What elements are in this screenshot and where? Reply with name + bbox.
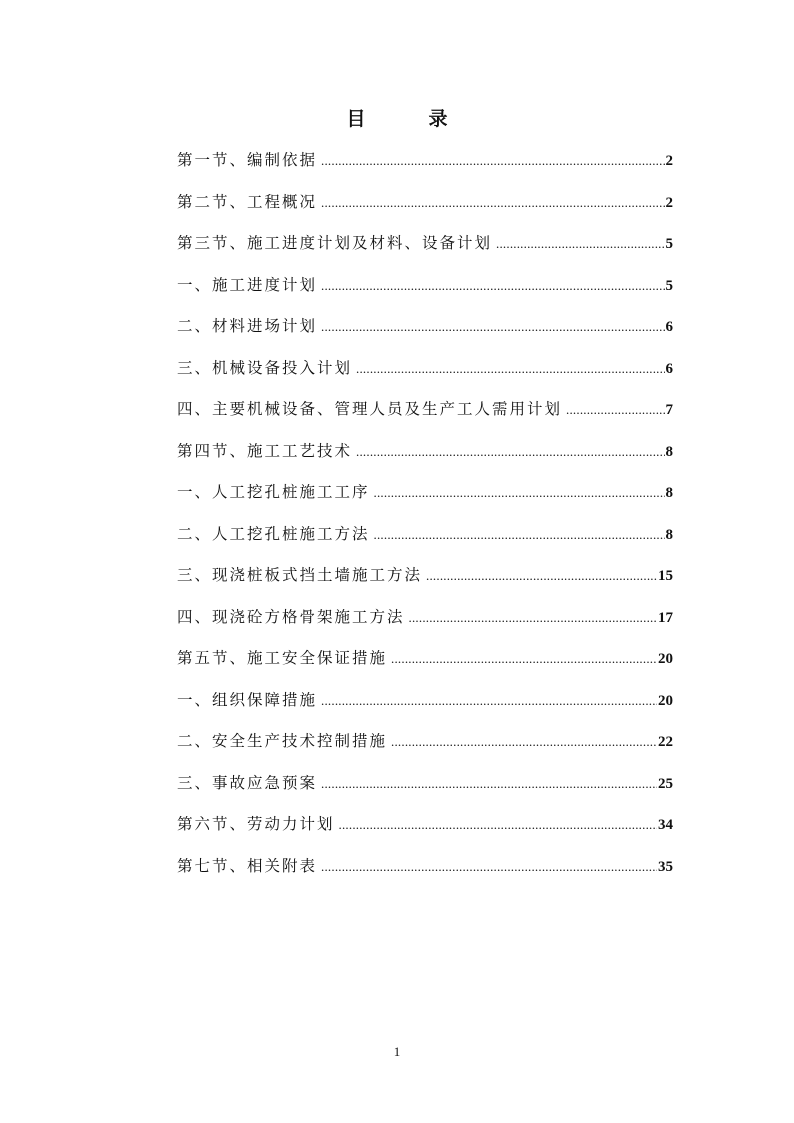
toc-entry[interactable] bbox=[177, 769, 673, 811]
toc-dot-leader bbox=[321, 770, 657, 798]
toc-entry-label: 第六节、劳动力计划 bbox=[177, 815, 335, 833]
toc-entry-label: 第一节、编制依据 bbox=[177, 151, 318, 169]
toc-entry-label: 二、材料进场计划 bbox=[177, 317, 318, 335]
toc-entry-page: 20 bbox=[658, 692, 673, 709]
toc-entry-page: 8 bbox=[665, 443, 673, 460]
toc-entry-page: 15 bbox=[658, 568, 673, 584]
toc-entry-page: 34 bbox=[658, 817, 673, 833]
toc-entry-page: 7 bbox=[665, 402, 673, 418]
toc-entry-label: 四、主要机械设备、管理人员及生产工人需用计划 bbox=[177, 400, 563, 418]
toc-dot-leader bbox=[426, 562, 657, 590]
toc-entry[interactable] bbox=[177, 561, 673, 603]
toc-title: 目 录 bbox=[346, 108, 470, 130]
toc-entry-label: 二、人工挖孔桩施工方法 bbox=[177, 524, 370, 543]
toc-entry-page: 22 bbox=[658, 734, 673, 750]
toc-entry[interactable] bbox=[177, 852, 673, 894]
toc-entry[interactable] bbox=[177, 644, 673, 686]
toc-entry-page: 2 bbox=[665, 153, 673, 169]
toc-dot-leader bbox=[496, 230, 664, 258]
toc-entry-page: 5 bbox=[665, 277, 673, 294]
toc-dot-leader bbox=[391, 728, 657, 756]
toc-dot-leader bbox=[321, 313, 664, 341]
toc-dot-leader bbox=[321, 189, 664, 217]
toc-entry-label: 第七节、相关附表 bbox=[177, 856, 318, 875]
toc-entry-page: 8 bbox=[665, 485, 673, 501]
toc-entry-label: 一、组织保障措施 bbox=[177, 690, 318, 709]
toc-entry-label: 第四节、施工工艺技术 bbox=[177, 441, 353, 460]
toc-dot-leader bbox=[339, 811, 657, 839]
page-number: 1 bbox=[393, 1044, 401, 1059]
toc-entry[interactable] bbox=[177, 354, 673, 396]
toc-entry-label: 第五节、施工安全保证措施 bbox=[177, 649, 388, 667]
toc-dot-leader bbox=[409, 604, 657, 632]
toc-entry-page: 35 bbox=[658, 858, 673, 875]
toc-entry-page: 2 bbox=[665, 194, 673, 211]
toc-dot-leader bbox=[321, 853, 657, 881]
toc-entry[interactable] bbox=[177, 727, 673, 769]
toc-entry-page: 8 bbox=[665, 526, 673, 543]
toc-entry[interactable] bbox=[177, 520, 673, 562]
toc-entry-label: 第三节、施工进度计划及材料、设备计划 bbox=[177, 234, 493, 252]
toc-entry-label: 三、事故应急预案 bbox=[177, 773, 318, 792]
toc-dot-leader bbox=[566, 396, 664, 424]
toc-entry[interactable] bbox=[177, 229, 673, 271]
toc-entry[interactable] bbox=[177, 810, 673, 852]
toc-entry-label: 三、现浇桩板式挡土墙施工方法 bbox=[177, 566, 423, 584]
toc-entry[interactable] bbox=[177, 188, 673, 230]
toc-entry[interactable] bbox=[177, 146, 673, 188]
toc-entry-page: 6 bbox=[665, 360, 673, 377]
toc-entry-page: 17 bbox=[658, 609, 673, 626]
toc-dot-leader bbox=[321, 147, 664, 175]
toc-dot-leader bbox=[374, 479, 665, 507]
toc-dot-leader bbox=[321, 272, 664, 300]
toc-entry-page: 25 bbox=[658, 775, 673, 792]
toc-list bbox=[177, 146, 673, 893]
toc-entry-page: 20 bbox=[658, 651, 673, 667]
toc-entry-page: 6 bbox=[665, 319, 673, 335]
toc-dot-leader bbox=[321, 687, 657, 715]
toc-entry[interactable] bbox=[177, 686, 673, 728]
toc-entry[interactable] bbox=[177, 478, 673, 520]
toc-entry[interactable] bbox=[177, 603, 673, 645]
toc-entry-label: 第二节、工程概况 bbox=[177, 192, 318, 211]
toc-dot-leader bbox=[356, 355, 664, 383]
toc-entry[interactable] bbox=[177, 437, 673, 479]
toc-dot-leader bbox=[374, 521, 665, 549]
toc-entry-page: 5 bbox=[665, 236, 673, 252]
toc-entry-label: 四、现浇砼方格骨架施工方法 bbox=[177, 607, 405, 626]
toc-dot-leader bbox=[391, 645, 657, 673]
toc-entry-label: 一、施工进度计划 bbox=[177, 275, 318, 294]
toc-entry[interactable] bbox=[177, 312, 673, 354]
toc-entry[interactable] bbox=[177, 271, 673, 313]
toc-entry-label: 二、安全生产技术控制措施 bbox=[177, 732, 388, 750]
toc-dot-leader bbox=[356, 438, 664, 466]
toc-entry-label: 一、人工挖孔桩施工工序 bbox=[177, 483, 370, 501]
toc-entry[interactable] bbox=[177, 395, 673, 437]
toc-entry-label: 三、机械设备投入计划 bbox=[177, 358, 353, 377]
